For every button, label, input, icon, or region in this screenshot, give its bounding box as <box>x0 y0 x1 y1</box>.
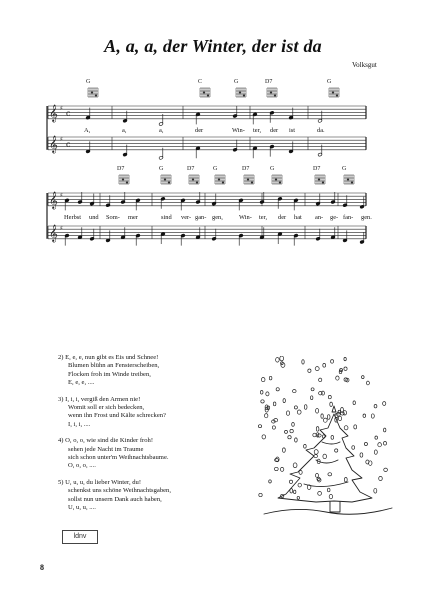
lyric-syllable: gen, <box>212 214 223 221</box>
verse-line: sehen jede Nacht im Traume <box>68 445 144 453</box>
snowflake <box>294 490 296 494</box>
snowflake <box>276 358 280 363</box>
snowflake <box>311 388 314 391</box>
snowflake <box>318 492 322 496</box>
time-signature: c <box>66 140 71 149</box>
snowflake <box>354 425 357 429</box>
snowflake <box>299 470 302 474</box>
treble-clef-icon: 𝄞 <box>49 104 58 122</box>
snowflake <box>362 376 365 379</box>
snowflake <box>274 467 278 470</box>
snowflake <box>329 494 332 498</box>
verse-line: I, i, i, .... <box>68 420 91 428</box>
snowflake <box>319 378 322 382</box>
snowflake <box>262 435 266 439</box>
snowflake <box>261 400 264 403</box>
snowflake <box>383 402 386 406</box>
snowflake <box>374 450 377 454</box>
snowflake <box>352 446 355 450</box>
snowflake <box>323 363 326 367</box>
song-title: A, a, a, der Winter, der ist da <box>104 36 322 56</box>
snowflake <box>260 391 263 395</box>
tree-trunk <box>330 502 340 512</box>
guitar-chord-diagram-icon <box>244 175 254 184</box>
snowflake <box>308 369 311 372</box>
verse-line: Blumen blühn an Fensterscheiben, <box>68 362 160 370</box>
snowflake <box>293 463 297 468</box>
snowflake <box>335 449 338 452</box>
snowflake <box>328 473 332 476</box>
lyric-syllable: Win- <box>232 127 245 134</box>
guitar-chord-diagram-icon <box>200 88 210 97</box>
snowflake <box>269 376 272 380</box>
guitar-chord-diagram-icon <box>215 175 225 184</box>
lyric-syllable: Win- <box>239 214 252 221</box>
verse-line: 5) U, u, u, du lieber Winter, du! <box>58 478 142 486</box>
chord-name: D7 <box>242 166 250 172</box>
snowflake <box>288 436 291 439</box>
verse-line: 3) I, i, i, vergiß den Armen nie! <box>58 395 141 403</box>
snowflake <box>375 436 378 439</box>
guitar-chord-diagram-icon <box>236 88 246 97</box>
lyric-syllable: der <box>270 127 279 134</box>
snowy-fir-tree-illustration <box>256 356 396 526</box>
snowflake <box>292 423 295 427</box>
snowflake <box>331 360 334 364</box>
lyric-syllable: ist <box>289 127 296 134</box>
guitar-chord-diagram-icon <box>315 175 325 184</box>
chord-name: G <box>342 166 347 172</box>
verse-line: O, o, o, .... <box>68 462 96 470</box>
snowflake <box>316 427 319 432</box>
snowflake <box>344 357 346 360</box>
snow-ground <box>264 508 392 514</box>
guitar-chord-diagram-icon <box>88 88 98 97</box>
snowflake <box>294 406 297 409</box>
snowflake <box>331 436 334 440</box>
guitar-chord-diagram-icon <box>189 175 199 184</box>
publisher-stamp: ldnv <box>62 530 98 544</box>
page-number: 8 <box>40 563 44 572</box>
sharp-icon: ♯ <box>60 225 63 232</box>
chord-name: G <box>159 166 164 172</box>
verse-line: E, e, e, .... <box>68 379 95 387</box>
snowflake <box>295 438 298 442</box>
snowflake <box>336 376 339 380</box>
snowflake <box>338 416 341 421</box>
guitar-chord-diagram-icon <box>161 175 171 184</box>
snowflake <box>261 378 265 382</box>
chord-name: D7 <box>187 166 195 172</box>
chord-name: D7 <box>265 79 273 85</box>
snowflake <box>304 405 307 410</box>
snowflake <box>283 399 285 403</box>
lyric-syllable: Som- <box>106 214 120 221</box>
snowflake <box>280 356 284 361</box>
snowflake <box>371 414 374 418</box>
snowflake <box>298 483 301 487</box>
verse-line: U, u, u, .... <box>68 504 96 512</box>
lyric-syllable: sind <box>161 214 172 221</box>
snowflake <box>328 395 331 398</box>
guitar-chord-diagram-icon <box>344 175 354 184</box>
snowflake <box>314 455 318 458</box>
snowflake <box>302 360 304 364</box>
lyric-syllable: und <box>89 214 99 221</box>
chord-name: D7 <box>117 166 125 172</box>
snowflake <box>317 434 321 437</box>
lyric-syllable: Herbst <box>64 214 82 221</box>
time-signature: c <box>66 109 71 118</box>
snowflake <box>289 480 292 483</box>
snowflake <box>374 488 377 493</box>
lyric-syllable: hat <box>294 214 302 221</box>
snowflake <box>304 444 307 448</box>
snowflake <box>363 414 366 417</box>
snowflake <box>280 467 283 471</box>
snowflake <box>258 425 261 428</box>
chord-name: G <box>213 166 218 172</box>
lyric-syllable: mer <box>128 214 138 221</box>
song-credit: Volksgut <box>352 61 377 69</box>
verse-line: sollst nun unsern Dank auch haben, <box>68 495 162 503</box>
chord-name: G <box>327 79 332 85</box>
treble-clef-icon: 𝄞 <box>49 135 58 153</box>
sharp-icon: ♯ <box>60 105 63 112</box>
snowflake <box>266 392 269 396</box>
verse-line: wenn ihn Frost und Kälte schrecken? <box>68 412 166 420</box>
snowflake <box>286 411 289 415</box>
sharp-icon: ♯ <box>60 136 63 143</box>
lyric-syllable: der <box>278 214 287 221</box>
snowflake <box>285 430 288 433</box>
lyric-syllable: gen. <box>361 214 372 221</box>
snowflake <box>316 409 319 414</box>
snowflake <box>366 381 369 385</box>
verse-line: sich schon unter'm Weihnachtsbaume. <box>68 454 169 462</box>
snowflake <box>293 390 297 393</box>
snowflake <box>269 480 272 483</box>
lyric-syllable: a, <box>159 127 164 134</box>
snowflake <box>311 396 313 400</box>
snowflake <box>259 493 262 496</box>
lyric-syllable: ter, <box>253 127 262 134</box>
verse-5 <box>58 479 258 513</box>
guitar-chord-diagram-icon <box>272 175 282 184</box>
snowflake <box>297 496 299 499</box>
snowflake <box>384 442 387 446</box>
snowflake <box>290 489 293 493</box>
verse-4 <box>58 437 258 471</box>
chord-name: G <box>86 79 91 85</box>
snowflake <box>364 443 367 446</box>
verse-line: 4) O, o, o, wie sind die Kinder froh! <box>58 437 154 445</box>
lyric-syllable: ge- <box>330 214 339 221</box>
snowflake <box>384 468 388 471</box>
lyric-syllable: da. <box>317 127 325 134</box>
sheet-music-notation <box>0 0 426 260</box>
lyric-syllable: der <box>195 127 204 134</box>
snowflake <box>384 428 386 432</box>
verse-line: Womit soll er sich bedecken, <box>68 404 145 412</box>
snowflake <box>378 443 382 447</box>
snowflake <box>323 418 327 422</box>
snowflake <box>344 478 347 482</box>
chord-name: C <box>198 79 203 85</box>
snowflake <box>275 459 279 462</box>
snowflake <box>321 414 323 418</box>
guitar-chord-diagram-icon <box>267 88 277 97</box>
lyric-syllable: an- <box>315 214 324 221</box>
snowflake <box>290 429 293 432</box>
snowflake <box>315 474 318 478</box>
snowflake <box>327 488 330 492</box>
verse-2 <box>58 354 258 388</box>
snowflake <box>317 477 320 480</box>
guitar-chord-diagram-icon <box>329 88 339 97</box>
snowflake <box>313 433 316 437</box>
tree-top <box>332 406 336 412</box>
lyric-syllable: ver- <box>181 214 192 221</box>
lyric-syllable: gan- <box>195 214 207 221</box>
snowflake <box>283 448 286 452</box>
snowflake <box>314 450 318 455</box>
snowflake <box>323 454 327 459</box>
snowflake <box>344 426 348 430</box>
snowflake <box>353 401 355 405</box>
verse-3 <box>58 396 258 430</box>
chord-name: G <box>270 166 275 172</box>
treble-clef-icon: 𝄞 <box>49 191 58 209</box>
chord-name: D7 <box>313 166 321 172</box>
snowflake <box>272 426 275 429</box>
lyric-syllable: fan- <box>343 214 354 221</box>
sharp-icon: ♯ <box>60 192 63 199</box>
snowflake <box>273 402 276 406</box>
guitar-chord-diagram-icon <box>119 175 129 184</box>
snowflake <box>315 367 319 371</box>
snowflake <box>327 415 330 420</box>
snowflake <box>344 367 347 370</box>
snowflake <box>379 476 383 480</box>
verse-line: 2) E, e, e, nun gibt es Eis und Schnee! <box>58 354 159 361</box>
verse-line: schenkst uns schöne Weihnachtsgaben, <box>68 487 171 495</box>
lyric-syllable: A, <box>84 127 91 134</box>
verse-line: Flocken froh im Winde treiben, <box>68 370 151 378</box>
verses-block <box>58 354 258 521</box>
snowflake <box>374 405 377 408</box>
lyric-syllable: ter, <box>259 214 268 221</box>
snowflake <box>330 402 333 406</box>
lyric-syllable: a, <box>122 127 127 134</box>
chord-name: G <box>234 79 239 85</box>
snowflake <box>265 414 268 418</box>
snowflake <box>276 388 279 391</box>
treble-clef-icon: 𝄞 <box>49 224 58 242</box>
snowflake <box>297 410 301 414</box>
snowflake <box>360 453 363 457</box>
